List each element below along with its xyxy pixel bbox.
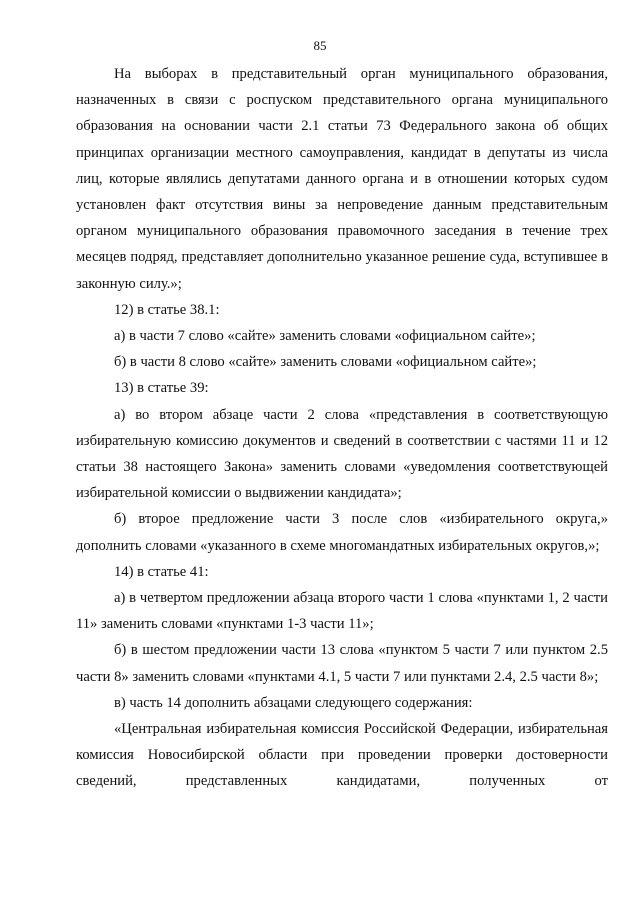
paragraph-7: б) второе предложение части 3 после слов «избирательного округа,» дополнить словами «указанного в схеме многомандатных избирательных округов,»; [76,511,608,554]
paragraph-5: 13) в статье 39: [114,380,209,397]
document-body [76,61,608,795]
paragraph-9: а) в четвертом предложении абзаца второго части 1 слова «пунктами 1, 2 части 11» заменить словами «пунктами 1-3 части 11»; [76,590,608,633]
paragraph-12: «Центральная избирательная комиссия Российской Федерации, избирательная комиссия Новосибирской области при проведении проверки достоверности сведений, представленных кандидатами, полученных от [76,721,608,790]
paragraph-6: а) во втором абзаце части 2 слова «представления в соответствующую избирательную комиссию документов и сведений в соответствии с частями 11 и 12 статьи 38 настоящего Закона» заменить словами «уведомления соответствующей избирательной комиссии о выдвижении кандидата»; [76,406,608,502]
paragraph-2: 12) в статье 38.1: [114,301,220,318]
paragraph-11: в) часть 14 дополнить абзацами следующего содержания: [114,694,473,711]
paragraph-10: б) в шестом предложении части 13 слова «пунктом 5 части 7 или пунктом 2.5 части 8» заменить словами «пунктами 4.1, 5 части 7 или пунктами 2.4, 2.5 части 8»; [76,642,608,685]
paragraph-8: 14) в статье 41: [114,563,209,580]
paragraph-1: На выборах в представительный орган муниципального образования, назначенных в связи с роспуском представительного органа муниципального образования на основании части 2.1 статьи 73 Федерального закона об общих принципах организации местного самоуправления, кандидат в депутаты из числа лиц, которые являлись депутатами данного органа и в отношении которых судом установлен факт отсутствия вины за непроведение данным представительным органом муниципального образования правомочного заседания в течение трех месяцев подряд, представляет дополнительно указанное решение суда, вступившее в законную силу.»; [76,66,608,292]
page-number: 85 [313,38,327,53]
paragraph-3: а) в части 7 слово «сайте» заменить словами «официальном сайте»; [114,328,536,345]
paragraph-4: б) в части 8 слово «сайте» заменить словами «официальном сайте»; [114,354,537,371]
